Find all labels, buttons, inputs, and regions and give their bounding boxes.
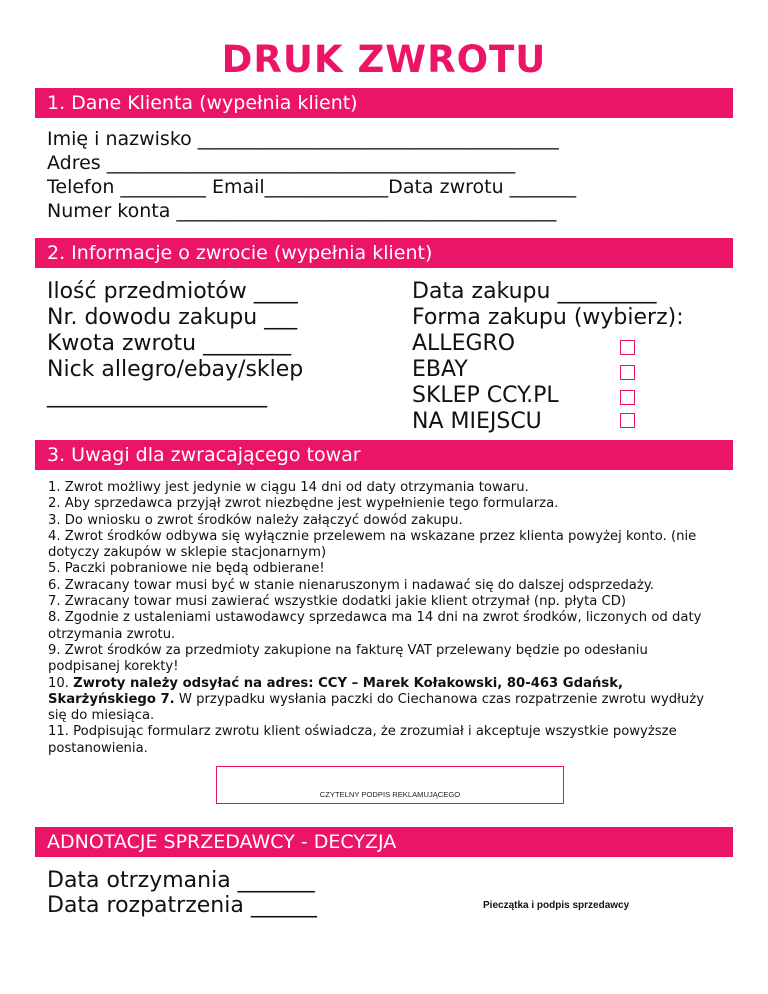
seller-stamp-label: Pieczątka i podpis sprzedawcy <box>483 900 630 911</box>
term-item: 1. Zwrot możliwy jest jedynie w ciągu 14 dni od daty otrzymania towaru. <box>48 480 529 495</box>
form-title: DRUK ZWROTU <box>221 38 547 81</box>
checkbox-shop[interactable] <box>620 390 635 405</box>
receipt-number-field[interactable]: Nr. dowodu zakupu ___ <box>47 305 298 330</box>
terms-list <box>48 480 708 757</box>
signature-label: CZYTELNY PODPIS REKLAMUJĄCEGO <box>319 790 461 799</box>
term-item: 7. Zwracany towar musi zawierać wszystkie dodatki jakie klient otrzymał (np. płyta CD) <box>48 594 627 610</box>
refund-amount-field[interactable]: Kwota zwrotu ________ <box>47 331 292 356</box>
section-3-header: 3. Uwagi dla zwracającego towar <box>35 440 733 470</box>
term-item: 5. Paczki pobraniowe nie będą odbierane! <box>48 561 325 577</box>
section-2-header: 2. Informacje o zwrocie (wypełnia klient) <box>35 238 733 268</box>
term-number: 10. <box>48 675 74 691</box>
term-item: 9. Zwrot środków za przedmioty zakupione na fakturę VAT przelewany będzie po odesłaniu podpisanej korekty! <box>48 642 648 675</box>
term-item: 6. Zwracany towar musi być w stanie nienaruszonym i nadawać się do dalszej odsprzedaży. <box>48 577 654 593</box>
item-count-field[interactable]: Ilość przedmiotów ____ <box>47 279 298 304</box>
account-number-field[interactable]: Numer konta ________________________________________ <box>47 200 557 222</box>
option-ebay-label: EBAY <box>412 357 468 382</box>
review-date-field[interactable]: Data rozpatrzenia ______ <box>47 893 317 918</box>
option-onsite-label: NA MIEJSCU <box>412 409 542 434</box>
name-field[interactable]: Imię i nazwisko ______________________________________ <box>47 128 559 150</box>
checkbox-onsite[interactable] <box>620 413 635 428</box>
nick-field[interactable]: ____________________ <box>47 383 267 408</box>
return-address: Zwroty należy odsyłać na adres: CCY – Marek Kołakowski, 80-463 Gdańsk, Skarżyńskiego 7. <box>48 675 623 707</box>
section-1-header: 1. Dane Klienta (wypełnia klient) <box>35 88 733 118</box>
option-shop-label: SKLEP CCY.PL <box>412 383 559 408</box>
checkbox-ebay[interactable] <box>620 365 635 380</box>
option-allegro-label: ALLEGRO <box>412 331 516 356</box>
term-item: 4. Zwrot środków odbywa się wyłącznie przelewem na wskazane przez klienta powyżej konto. (nie dotyczy zakupów w sklepie stacjonarnym) <box>48 528 697 561</box>
received-date-field[interactable]: Data otrzymania _______ <box>47 868 315 893</box>
term-item: 2. Aby sprzedawca przyjął zwrot niezbędne jest wypełnienie tego formularza. <box>48 496 559 512</box>
term-text: W przypadku wysłania paczki do Ciechanowa czas rozpatrzenie zwrotu wydłuży się do miesiąca. <box>48 691 705 724</box>
term-item: 11. Podpisując formularz zwrotu klient oświadcza, że zrozumiał i akceptuje wszystkie powyższe postanowienia. <box>48 724 677 756</box>
term-item: 8. Zgodnie z ustaleniami ustawodawcy sprzedawca ma 14 dni na zwrot środków, liczonych od daty otrzymania zwrotu. <box>48 610 702 642</box>
term-item: 3. Do wniosku o zwrot środków należy załączyć dowód zakupu. <box>48 512 463 528</box>
address-field[interactable]: Adres ___________________________________________ <box>47 152 516 174</box>
customer-signature-box[interactable] <box>216 766 564 804</box>
term-item-address <box>48 676 708 725</box>
phone-email-date-field[interactable]: Telefon _________ Email_____________Data zwrotu _______ <box>47 176 577 198</box>
purchase-method-label: Forma zakupu (wybierz): <box>412 305 684 330</box>
seller-notes-header: ADNOTACJE SPRZEDAWCY - DECYZJA <box>35 827 733 857</box>
purchase-date-field[interactable]: Data zakupu _________ <box>412 279 657 304</box>
checkbox-allegro[interactable] <box>620 340 635 355</box>
nick-label: Nick allegro/ebay/sklep <box>47 357 304 382</box>
